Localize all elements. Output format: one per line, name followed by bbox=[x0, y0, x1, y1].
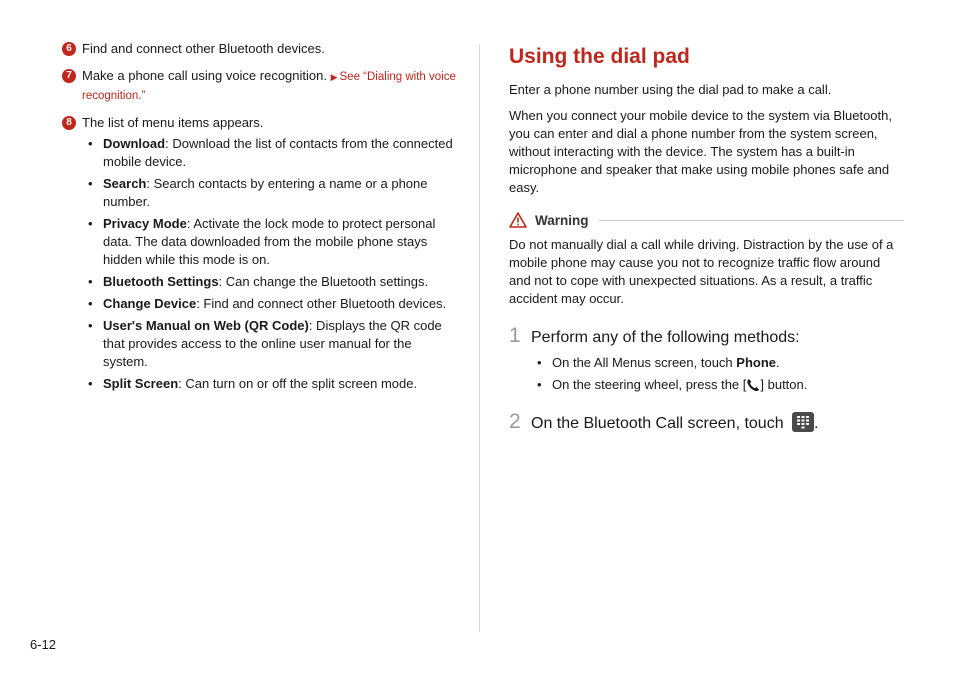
intro-paragraph: Enter a phone number using the dial pad to make a call. bbox=[509, 82, 832, 97]
bullet-item: • On the All Menus screen, touch Phone. bbox=[537, 355, 780, 370]
item-number-badge: 8 bbox=[62, 116, 76, 130]
warning-label: Warning bbox=[535, 212, 589, 228]
list-item bbox=[62, 67, 457, 105]
bullet-item: • User's Manual on Web (QR Code): Displays the QR code that provides access to the online user manual for the system. bbox=[88, 318, 442, 369]
step-2 bbox=[509, 410, 904, 434]
section-title: Using the dial pad bbox=[509, 45, 690, 68]
bullet-item: • Privacy Mode: Activate the lock mode to protect personal data. The data downloaded from the mobile phone stays hidden while this mode is on. bbox=[88, 216, 436, 267]
item-number-badge: 7 bbox=[62, 69, 76, 83]
warning-rule bbox=[599, 220, 905, 221]
bullet-item: • On the steering wheel, press the [ ] button. bbox=[537, 377, 808, 392]
warning-header bbox=[509, 212, 904, 228]
item-text: Make a phone call using voice recognition. bbox=[82, 68, 331, 83]
bullet-item: • Split Screen: Can turn on or off the split screen mode. bbox=[88, 376, 418, 391]
body-paragraph: When you connect your mobile device to the system via Bluetooth, you can enter and dial a phone number from the system screen, without interacting with the device. The system has a built-in microphone and speaker that make using mobile phones safe and easy. bbox=[509, 108, 892, 195]
step-1-methods bbox=[531, 354, 904, 394]
cross-reference-link[interactable]: ▶ See “Dialing with voice recognition.” bbox=[82, 71, 456, 102]
step-text: On the Bluetooth Call screen, touch . bbox=[531, 412, 819, 433]
bullet-item: • Bluetooth Settings: Can change the Bluetooth settings. bbox=[88, 274, 429, 289]
left-column bbox=[62, 40, 457, 402]
step-number: 1 bbox=[509, 324, 521, 347]
warning-triangle-icon bbox=[509, 212, 527, 228]
arrow-right-icon: ▶ bbox=[330, 72, 338, 82]
item-text: Find and connect other Bluetooth devices. bbox=[82, 41, 325, 56]
item-text: The list of menu items appears. bbox=[82, 115, 264, 130]
dial-pad-icon bbox=[792, 412, 814, 432]
bullet-item: • Download: Download the list of contacts from the connected mobile device. bbox=[88, 136, 453, 169]
list-item bbox=[62, 40, 457, 58]
step-number: 2 bbox=[509, 410, 521, 433]
list-item bbox=[62, 114, 457, 393]
menu-items-list bbox=[82, 135, 457, 393]
phone-handset-icon bbox=[746, 378, 760, 392]
bullet-item: • Search: Search contacts by entering a name or a phone number. bbox=[88, 176, 428, 209]
page-number: 6-12 bbox=[30, 637, 57, 652]
step-1 bbox=[509, 324, 904, 348]
right-column bbox=[509, 40, 904, 440]
item-number-badge: 6 bbox=[62, 42, 76, 56]
column-divider bbox=[479, 44, 480, 632]
warning-text: Do not manually dial a call while driving. Distraction by the use of a mobile phone may cause you not to recognize traffic flow around and not to cope with unexpected situations. As a result, a traffic accident may occur. bbox=[509, 237, 894, 306]
step-text: Perform any of the following methods: bbox=[531, 329, 800, 346]
bullet-item: • Change Device: Find and connect other Bluetooth devices. bbox=[88, 296, 447, 311]
